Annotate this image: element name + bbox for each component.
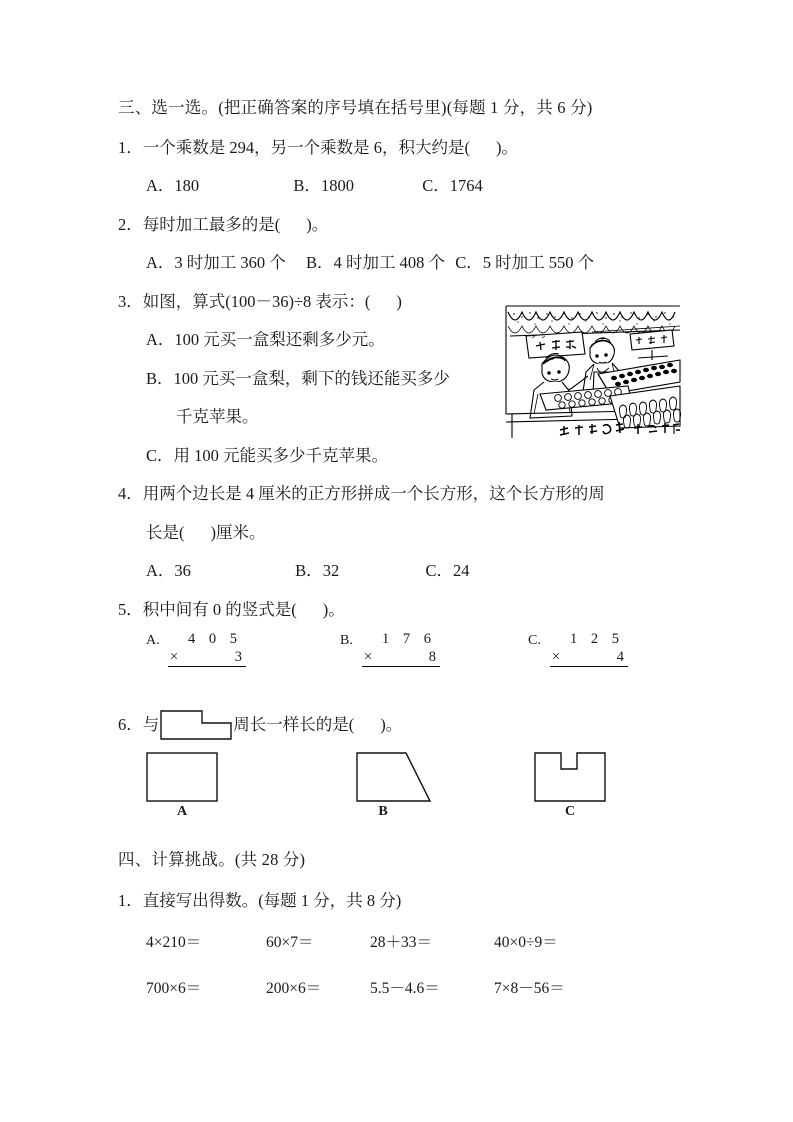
question-2: [118, 214, 683, 272]
question-1-stem-text: 一个乘数是 294，另一个乘数是 6，积大约是(: [142, 137, 470, 157]
calc-row-2: [118, 981, 683, 1019]
question-5-stem-text: 积中间有 0 的竖式是(: [142, 599, 297, 619]
vertical-sum-a[interactable]: [146, 632, 246, 667]
option-a-label: A．: [146, 330, 175, 349]
question-6-option-c-label: C: [564, 804, 576, 819]
question-6: [118, 710, 683, 838]
vertical-sum-b-multiplier-row: [362, 647, 440, 668]
question-6-number: 6．: [118, 715, 143, 734]
l-shape-step-polygon-icon: [160, 710, 232, 740]
question-5-vertical-sums: [118, 632, 683, 694]
option-b-value: 1800: [320, 176, 354, 195]
question-3-stem-text: 如图，算式(100－36)÷8 表示：(: [142, 291, 371, 311]
calc-item-4[interactable]: 40×0÷9＝: [494, 934, 558, 951]
calc-item-1[interactable]: 4×210＝: [146, 934, 202, 951]
option-c-value: 24: [452, 561, 470, 580]
notched-rectangle-shape-icon: [534, 752, 606, 802]
question-4-option-a[interactable]: [146, 563, 191, 580]
question-2-options: [118, 255, 683, 272]
vertical-sum-a-operand: 4 0 5: [188, 631, 242, 647]
question-2-option-b[interactable]: [306, 255, 445, 272]
option-a-label: A．: [146, 253, 175, 272]
vertical-sum-b-stack: [362, 632, 440, 667]
option-a-label: A．: [146, 176, 175, 195]
section-four-heading: 四、计算挑战。(共 28 分): [118, 850, 306, 869]
calc-item-8[interactable]: 7×8－56＝: [494, 980, 565, 997]
question-3-option-c[interactable]: [118, 445, 508, 465]
multiply-icon: ×: [552, 648, 561, 665]
vertical-sum-c-multiplier-row: [550, 647, 628, 668]
question-1-options: [118, 178, 683, 195]
option-a-label: A．: [146, 561, 175, 580]
vertical-sum-b-operand: 1 7 6: [382, 631, 436, 647]
question-6-option-a-label: A: [176, 804, 188, 819]
option-b-text-line2: 千克苹果。: [176, 407, 259, 426]
question-1-number: 1．: [118, 137, 143, 157]
question-3-option-b[interactable]: [118, 368, 508, 388]
vertical-sum-c-label: C.: [528, 633, 541, 648]
question-2-stem-text: 每时加工最多的是(: [142, 214, 281, 234]
option-c-value: 5 时加工 550 个: [482, 253, 595, 272]
question-4-option-c[interactable]: [425, 563, 469, 580]
question-2-option-c[interactable]: [455, 255, 594, 272]
question-3: [118, 291, 683, 465]
question-4-stem-text-1: 用两个边长是 4 厘米的正方形拼成一个长方形，这个长方形的周: [142, 484, 605, 503]
question-6-stem-tail: )。: [380, 715, 403, 734]
question-1-option-a[interactable]: [146, 178, 199, 195]
option-a-value: 36: [174, 561, 191, 580]
question-6-option-b[interactable]: [356, 752, 432, 819]
option-b-text: 100 元买一盒梨，剩下的钱还能买多少: [173, 368, 450, 388]
question-4-stem-text-2: 长是(: [146, 522, 185, 542]
question-1-option-c[interactable]: [422, 178, 483, 195]
question-6-option-c[interactable]: [534, 752, 606, 819]
question-1-stem: [118, 137, 683, 157]
calc-item-7[interactable]: 5.5－4.6＝: [370, 980, 440, 997]
option-c-text: 用 100 元能买多少千克苹果。: [173, 445, 389, 465]
question-2-number: 2．: [118, 214, 143, 234]
calc-row-1: [118, 935, 683, 973]
option-a-value: 180: [174, 176, 200, 195]
vertical-sum-b-multiplier: 8: [428, 648, 436, 665]
question-4-stem-line2: [118, 522, 683, 542]
vertical-sum-a-multiplier-row: [168, 647, 246, 668]
question-3-number: 3．: [118, 291, 143, 311]
question-4-stem-tail: )厘米。: [210, 522, 266, 542]
calc-item-2[interactable]: 60×7＝: [266, 934, 314, 951]
vertical-sum-a-label: A.: [146, 633, 160, 648]
option-b-label: B．: [306, 253, 334, 272]
question-2-stem: [118, 214, 683, 234]
multiply-icon: ×: [170, 648, 179, 665]
question-4-options: [118, 563, 683, 580]
option-c-label: C．: [422, 176, 450, 195]
content-column: [118, 100, 683, 1019]
vertical-sum-c[interactable]: [528, 632, 628, 667]
rectangle-shape-icon: [146, 752, 218, 802]
option-b-label: B．: [293, 176, 321, 195]
question-6-stem-prefix: 与: [142, 715, 160, 734]
question-5: [118, 599, 683, 695]
question-2-stem-tail: )。: [306, 214, 329, 234]
fruit-market-illustration: [502, 302, 684, 442]
question-3-option-a[interactable]: [118, 332, 508, 349]
calc-item-3[interactable]: 28＋33＝: [370, 934, 433, 951]
question-6-option-a[interactable]: [146, 752, 218, 819]
option-a-text: 100 元买一盒梨还剩多少元。: [174, 330, 385, 349]
question-5-stem: [118, 599, 683, 619]
vertical-sum-b-label: B.: [340, 633, 353, 648]
option-c-value: 1764: [449, 176, 483, 195]
option-b-value: 32: [322, 561, 340, 580]
option-c-label: C．: [455, 253, 483, 272]
question-1: [118, 137, 683, 195]
option-c-label: C．: [425, 561, 453, 580]
calc-item-6[interactable]: 200×6＝: [266, 980, 322, 997]
calc-item-5[interactable]: 700×6＝: [146, 980, 202, 997]
multiply-icon: ×: [364, 648, 373, 665]
question-4: [118, 486, 683, 580]
section-four-q1-number: 1．: [118, 890, 143, 910]
vertical-sum-c-multiplier: 4: [616, 648, 624, 665]
option-b-label: B．: [146, 368, 174, 388]
question-1-stem-tail: )。: [496, 137, 518, 157]
question-3-options: [118, 332, 508, 464]
vertical-sum-a-stack: [168, 632, 246, 667]
question-6-option-b-label: B: [378, 804, 388, 819]
question-5-number: 5．: [118, 599, 143, 619]
vertical-sum-c-operand: 1 2 5: [570, 631, 624, 647]
question-6-shape-options: [118, 752, 683, 838]
option-c-label: C．: [146, 445, 174, 465]
vertical-sum-a-multiplier: 3: [234, 648, 242, 665]
question-6-stem-suffix: 周长一样长的是(: [233, 715, 355, 734]
option-b-value: 4 时加工 408 个: [333, 253, 445, 272]
vertical-sum-b[interactable]: [340, 632, 440, 667]
question-3-stem-tail: ): [396, 291, 402, 311]
question-3-option-b-line2: [118, 409, 508, 426]
trapezoid-shape-icon: [356, 752, 432, 802]
question-4-option-b[interactable]: [295, 563, 339, 580]
market-scene-drawing: [502, 302, 684, 442]
question-4-stem-line1: [118, 486, 683, 503]
section-three-heading: 三、选一选。(把正确答案的序号填在括号里)(每题 1 分，共 6 分): [118, 98, 593, 117]
question-6-stem: [118, 710, 683, 744]
option-a-value: 3 时加工 360 个: [174, 253, 286, 272]
section-four-q1-stem: [118, 890, 683, 910]
question-2-option-a[interactable]: [146, 255, 286, 272]
question-4-number: 4．: [118, 484, 143, 503]
section-four-q1-stem-text: 直接写出得数。(每题 1 分，共 8 分): [142, 890, 402, 910]
vertical-sum-c-stack: [550, 632, 628, 667]
question-1-option-b[interactable]: [293, 178, 354, 195]
section-four-question-1: [118, 890, 683, 1020]
option-b-label: B．: [295, 561, 323, 580]
question-5-stem-tail: )。: [322, 599, 345, 619]
